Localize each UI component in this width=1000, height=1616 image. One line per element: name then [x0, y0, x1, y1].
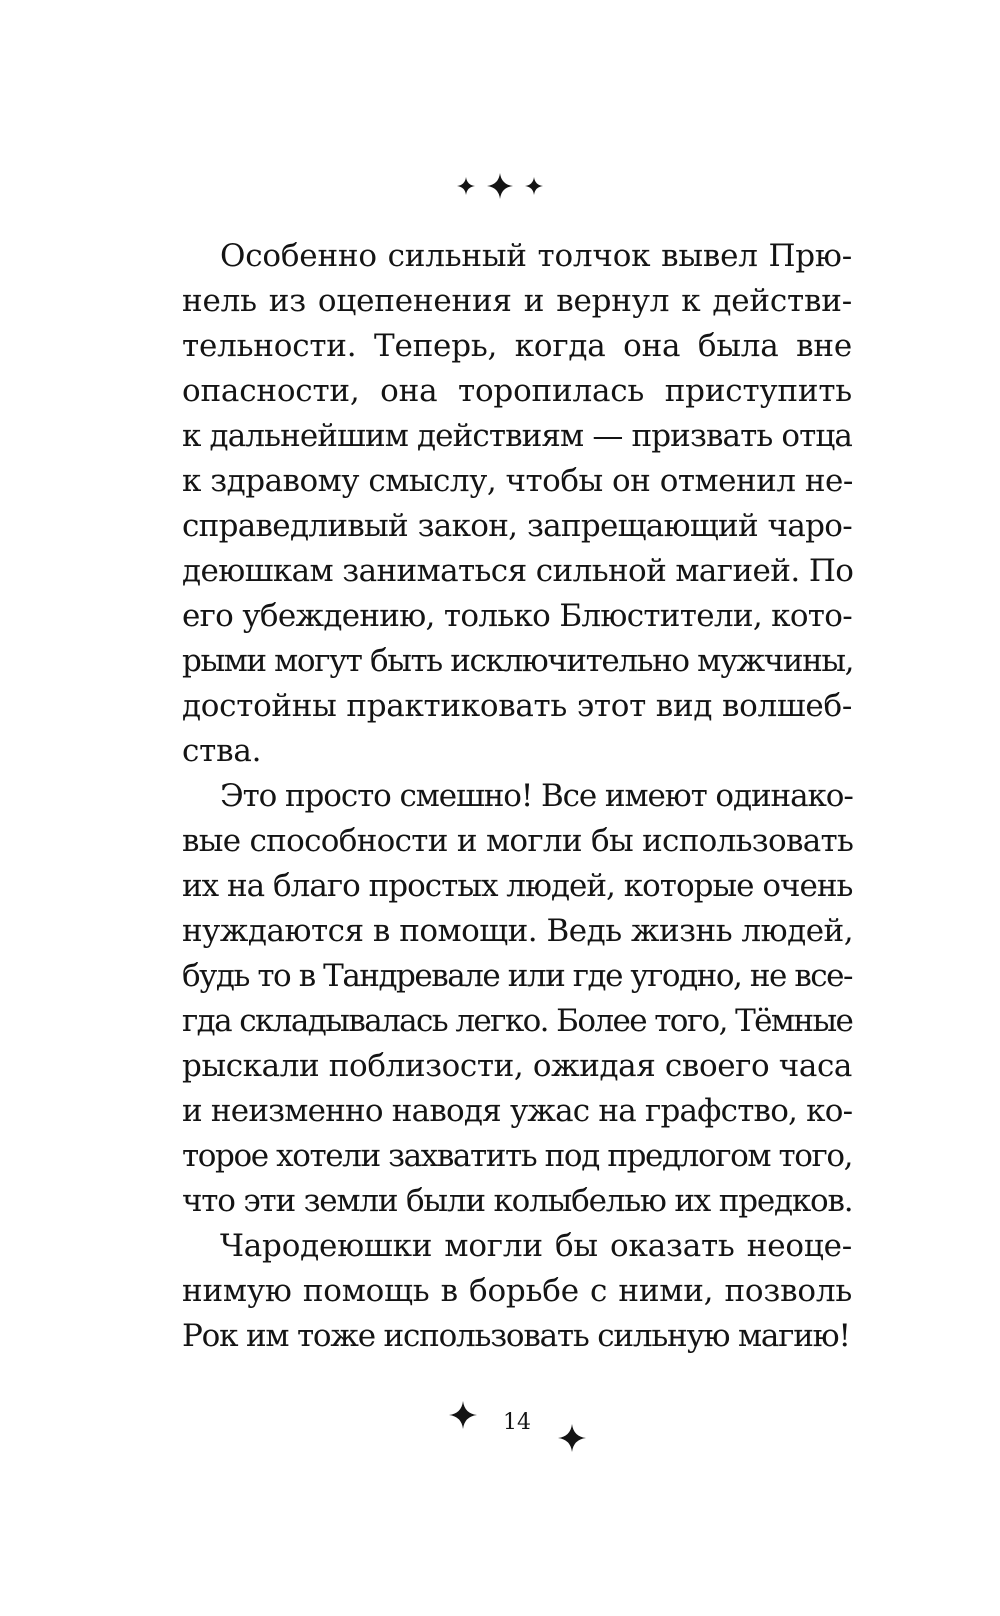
text-line: его убеждению, только Блюстители, кото-: [182, 598, 852, 634]
star-icon: [456, 176, 476, 196]
text-line: к дальнейшим действиям — призвать отца: [182, 418, 852, 454]
text-line: справедливый закон, запрещающий чаро-: [182, 508, 852, 544]
text-line: Особенно сильный толчок вывел Прю-: [220, 238, 852, 274]
text-line: и неизменно наводя ужас на графство, ко-: [182, 1093, 853, 1129]
text-line: к здравому смыслу, чтобы он отменил не-: [182, 463, 853, 499]
text-line: будь то в Тандревале или где угодно, не все-: [182, 958, 852, 994]
text-line: их на благо простых людей, которые очень: [182, 868, 853, 904]
text-line: что эти земли были колыбелью их предков.: [182, 1183, 853, 1219]
page-footer: [0, 1392, 1000, 1472]
page-number: 14: [503, 1410, 531, 1435]
section-break-ornament: [0, 166, 1000, 206]
text-line: рыскали поблизости, ожидая своего часа: [182, 1048, 852, 1084]
text-line: вые способности и могли бы использовать: [182, 823, 854, 859]
text-line: рыми могут быть исключительно мужчины,: [182, 643, 854, 679]
text-line: опасности, она торопилась приступить: [182, 373, 852, 409]
star-icon: [557, 1423, 587, 1453]
text-line: гда складывалась легко. Более того, Тёмные: [182, 1003, 853, 1039]
text-line: торое хотели захватить под предлогом того,: [182, 1138, 853, 1174]
text-line: Рок им тоже использовать сильную магию!: [182, 1318, 850, 1354]
text-line: нимую помощь в борьбе с ними, позволь: [182, 1273, 852, 1309]
text-line: тельности. Теперь, когда она была вне: [182, 328, 852, 364]
text-line: нель из оцепенения и вернул к действи-: [182, 283, 852, 319]
text-line: нуждаются в помощи. Ведь жизнь людей,: [182, 913, 854, 949]
text-line: Чародеюшки могли бы оказать неоце-: [220, 1228, 852, 1264]
star-icon: [448, 1400, 478, 1430]
body-text: [182, 234, 852, 1359]
text-line: достойны практиковать этот вид волшеб-: [182, 688, 852, 724]
star-icon: [486, 172, 514, 200]
text-line: деюшкам заниматься сильной магией. По: [182, 553, 854, 589]
text-line: Это просто смешно! Все имеют одинако-: [220, 778, 853, 814]
text-line: ства.: [182, 733, 262, 769]
star-icon: [524, 176, 544, 196]
